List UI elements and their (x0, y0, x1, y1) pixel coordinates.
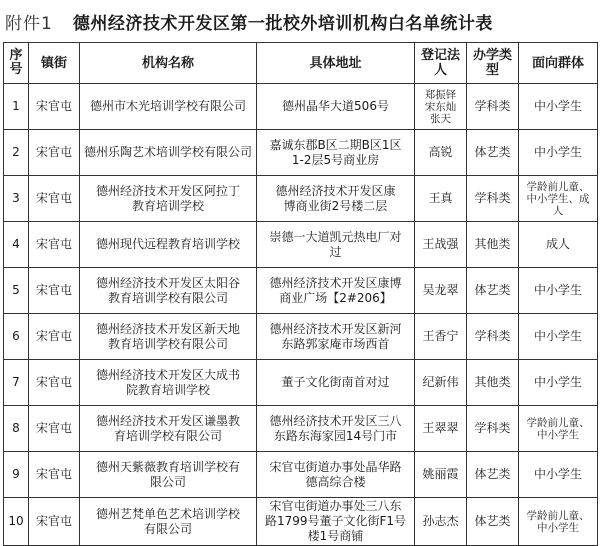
table-row (4, 268, 598, 314)
cell-legal-person: 王战强 (415, 222, 467, 268)
cell-address: 德州经济技术开发区三八 东路东海家园14号门市 (257, 406, 415, 452)
table-row (4, 498, 598, 546)
cell-index: 9 (4, 452, 29, 498)
table-body (4, 84, 598, 546)
table-header-row (4, 43, 598, 84)
document-title: 德州经济技术开发区第一批校外培训机构白名单统计表 (72, 13, 493, 34)
cell-target-group: 中小学生 (519, 84, 598, 130)
cell-legal-person: 高锐 (415, 130, 467, 176)
cell-school-type: 体艺类 (467, 268, 519, 314)
cell-target-group: 学龄前儿童、 中小学生 (519, 498, 598, 546)
cell-institution-name: 德州经济技术开发区太阳谷 教育培训学校有限公司 (80, 268, 257, 314)
cell-legal-person: 吴龙翠 (415, 268, 467, 314)
table-row (4, 130, 598, 176)
cell-school-type: 学科类 (467, 406, 519, 452)
attachment-label: 附件1 (5, 13, 53, 34)
cell-institution-name: 德州乐陶艺术培训学校有限公司 (80, 130, 257, 176)
cell-town: 宋官屯 (29, 314, 80, 360)
cell-address: 董子文化街南首对过 (257, 360, 415, 406)
col-header-group: 面向群体 (519, 43, 598, 84)
cell-institution-name: 德州经济技术开发区阿拉丁 教育培训学校 (80, 176, 257, 222)
cell-target-group: 中小学生 (519, 452, 598, 498)
cell-legal-person: 纪新伟 (415, 360, 467, 406)
cell-index: 5 (4, 268, 29, 314)
cell-town: 宋官屯 (29, 84, 80, 130)
cell-school-type: 体艺类 (467, 452, 519, 498)
cell-target-group: 中小学生 (519, 314, 598, 360)
cell-school-type: 学科类 (467, 84, 519, 130)
cell-legal-person: 王香宁 (415, 314, 467, 360)
whitelist-table (3, 42, 598, 546)
col-header-index: 序号 (4, 43, 29, 84)
cell-target-group: 成人 (519, 222, 598, 268)
cell-address: 崇德一大道凯元热电厂对 过 (257, 222, 415, 268)
cell-address: 德州经济技术开发区康 博商业街2号楼二层 (257, 176, 415, 222)
cell-institution-name: 德州经济技术开发区大成书 院教育培训学校 (80, 360, 257, 406)
table-row (4, 406, 598, 452)
cell-address: 德州经济技术开发区康博 商业广场【2#206】 (257, 268, 415, 314)
cell-legal-person: 郑振铎 宋东灿 张天 (415, 84, 467, 130)
table-row (4, 360, 598, 406)
cell-index: 2 (4, 130, 29, 176)
cell-town: 宋官屯 (29, 222, 80, 268)
cell-address: 宋官屯街道办事处三八东 路1799号董子文化街F1号 楼1号商铺 (257, 498, 415, 546)
cell-target-group: 中小学生 (519, 268, 598, 314)
cell-school-type: 其他类 (467, 222, 519, 268)
cell-school-type: 体艺类 (467, 498, 519, 546)
cell-school-type: 学科类 (467, 314, 519, 360)
cell-index: 10 (4, 498, 29, 546)
cell-index: 7 (4, 360, 29, 406)
cell-town: 宋官屯 (29, 452, 80, 498)
cell-address: 德州经济技术开发区新河 东路郭家庵市场西首 (257, 314, 415, 360)
col-header-type: 办学类型 (467, 43, 519, 84)
cell-index: 6 (4, 314, 29, 360)
cell-index: 1 (4, 84, 29, 130)
cell-institution-name: 德州现代远程教育培训学校 (80, 222, 257, 268)
table-row (4, 84, 598, 130)
cell-school-type: 体艺类 (467, 130, 519, 176)
cell-institution-name: 德州艺梵单色艺术培训学校 有限公司 (80, 498, 257, 546)
cell-town: 宋官屯 (29, 498, 80, 546)
cell-town: 宋官屯 (29, 360, 80, 406)
cell-legal-person: 孙志杰 (415, 498, 467, 546)
col-header-name: 机构名称 (80, 43, 257, 84)
cell-institution-name: 德州经济技术开发区新天地 教育培训学校有限公司 (80, 314, 257, 360)
table-row (4, 452, 598, 498)
cell-town: 宋官屯 (29, 268, 80, 314)
cell-index: 8 (4, 406, 29, 452)
document-header (3, 0, 597, 42)
cell-legal-person: 王真 (415, 176, 467, 222)
cell-index: 4 (4, 222, 29, 268)
cell-legal-person: 姚丽霞 (415, 452, 467, 498)
cell-school-type: 学科类 (467, 176, 519, 222)
col-header-town: 镇街 (29, 43, 80, 84)
cell-index: 3 (4, 176, 29, 222)
table-row (4, 314, 598, 360)
cell-town: 宋官屯 (29, 176, 80, 222)
cell-target-group: 学龄前儿童、 中小学生、成 人 (519, 176, 598, 222)
cell-legal-person: 王翠翠 (415, 406, 467, 452)
cell-target-group: 中小学生 (519, 130, 598, 176)
cell-target-group: 中小学生 (519, 360, 598, 406)
cell-school-type: 其他类 (467, 360, 519, 406)
cell-address: 嘉诚东郡B区二期B区1区 1-2层5号商业房 (257, 130, 415, 176)
cell-address: 宋官屯街道办事处晶华路 德高综合楼 (257, 452, 415, 498)
col-header-address: 具体地址 (257, 43, 415, 84)
table-row (4, 222, 598, 268)
table-row (4, 176, 598, 222)
cell-town: 宋官屯 (29, 406, 80, 452)
col-header-legal: 登记法人 (415, 43, 467, 84)
cell-institution-name: 德州天紫薇教育培训学校有 限公司 (80, 452, 257, 498)
cell-town: 宋官屯 (29, 130, 80, 176)
cell-institution-name: 德州经济技术开发区谦墨教 育培训学校有限公司 (80, 406, 257, 452)
cell-address: 德州晶华大道506号 (257, 84, 415, 130)
cell-institution-name: 德州市木光培训学校有限公司 (80, 84, 257, 130)
cell-target-group: 学龄前儿童、 中小学生 (519, 406, 598, 452)
